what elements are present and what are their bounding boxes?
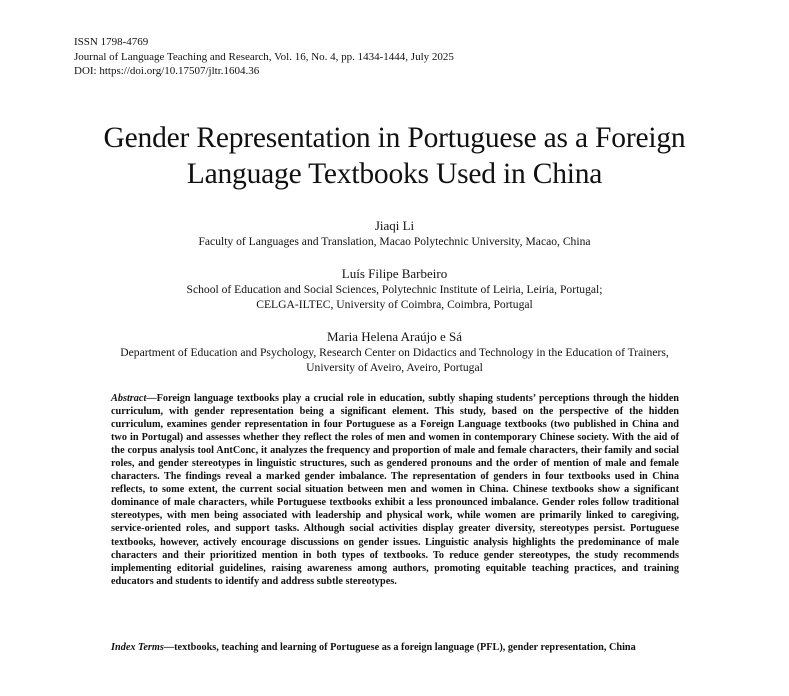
doi-line: DOI: https://doi.org/10.17507/jltr.1604.36	[74, 65, 260, 77]
author-affiliation: University of Aveiro, Aveiro, Portugal	[306, 361, 483, 374]
journal-header	[74, 35, 454, 79]
title-line-2: Language Textbooks Used in China	[186, 158, 603, 190]
abstract	[111, 392, 679, 588]
title-line-1: Gender Representation in Portuguese as a Foreign	[103, 122, 686, 154]
author-affiliation: Department of Education and Psychology, Research Center on Didactics and Technology in the Education of Trainers,	[120, 346, 669, 359]
abstract-text: Foreign language textbooks play a crucial role in education, subtly shaping students’ perceptions through the hidden curriculum, with gender representation being a significant element. This study, based on the perspective of the hidden curriculum, examines gender representation in four Portuguese as a Foreign Language textbooks (two published in China and two in Portugal) and assesses whether they reflect the roles of men and women in contemporary Chinese society. With the aid of the corpus analysis tool AntConc, it analyzes the frequency and proportion of male and female characters, their family and social roles, and gender stereotypes in linguistic structures, such as gendered pronouns and the order of mention of male and female characters. The findings reveal a marked gender imbalance. The representation of genders in four textbooks used in China reflects, to some extent, the current social situation between men and women in China. Chinese textbooks show a significant dominance of male characters, while Portuguese textbooks exhibit a less pronounced imbalance. Gender roles follow traditional stereotypes, with men being associated with leadership and physical work, while women are primarily linked to caregiving, service-oriented roles, and support tasks. Although social activities display greater diversity, stereotypes persist. Portuguese textbooks, however, actively encourage discussions on gender issues. Linguistic analysis highlights the predominance of male characters and their prioritized mention in both types of textbooks. To reduce gender stereotypes, the study recommends implementing editorial guidelines, raising awareness among authors, promoting equitable teaching practices, and training educators and students to identify and address subtle stereotypes.	[111, 393, 679, 587]
author-name: Jiaqi Li	[374, 218, 415, 233]
index-terms	[111, 641, 679, 654]
journal-citation-line: Journal of Language Teaching and Research, Vol. 16, No. 4, pp. 1434-1444, July 2025	[74, 50, 454, 63]
abstract-label: Abstract	[111, 393, 147, 404]
author-block-1	[0, 218, 789, 249]
issn-line: ISSN 1798-4769	[74, 36, 149, 48]
index-terms-label: Index Terms	[111, 642, 164, 653]
paper-title	[0, 120, 789, 192]
author-block-2	[0, 266, 789, 312]
author-affiliation: CELGA-ILTEC, University of Coimbra, Coimbra, Portugal	[256, 298, 533, 311]
author-affiliation: Faculty of Languages and Translation, Macao Polytechnic University, Macao, China	[198, 235, 591, 248]
index-terms-dash: —	[163, 642, 175, 653]
author-name: Maria Helena Araújo e Sá	[326, 329, 462, 344]
author-block-3	[0, 329, 789, 375]
author-affiliation: School of Education and Social Sciences, Polytechnic Institute of Leiria, Leiria, Portugal;	[186, 283, 603, 296]
index-terms-text: textbooks, teaching and learning of Portuguese as a foreign language (PFL), gender representation, China	[174, 642, 636, 653]
abstract-dash: —	[146, 393, 157, 404]
author-name: Luís Filipe Barbeiro	[341, 266, 448, 281]
